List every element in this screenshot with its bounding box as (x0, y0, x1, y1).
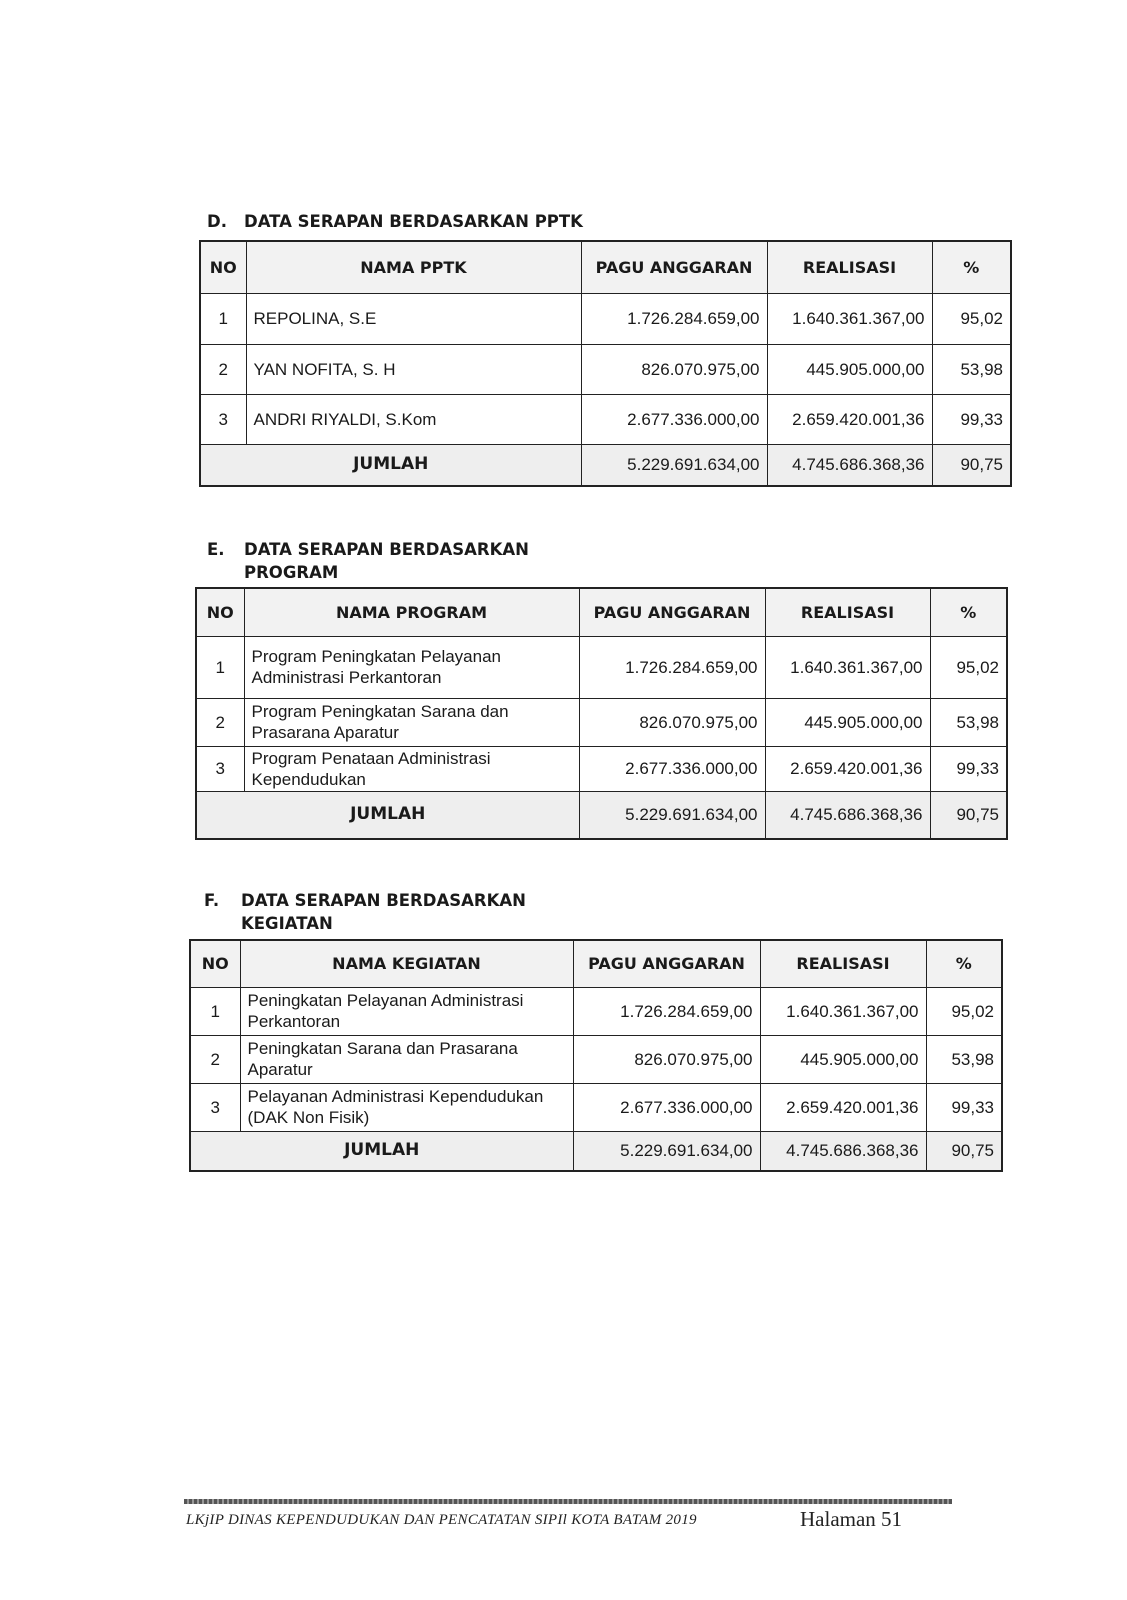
row-pagu: 826.070.975,00 (573, 1035, 760, 1083)
name-column-header: NAMA PPTK (246, 241, 581, 293)
row-number: 1 (196, 636, 244, 698)
row-number: 1 (190, 987, 240, 1035)
name-column-header: NAMA KEGIATAN (240, 940, 573, 987)
realisasi-column-header: REALISASI (767, 241, 932, 293)
row-name: REPOLINA, S.E (246, 293, 581, 344)
total-label: JUMLAH (190, 1131, 573, 1171)
row-name: Peningkatan Sarana dan Prasarana Aparatur (240, 1035, 573, 1083)
row-number: 2 (200, 344, 246, 394)
row-name: Program Penataan Administrasi Kependudukan (244, 746, 579, 791)
row-name: Program Peningkatan Sarana dan Prasarana Aparatur (244, 698, 579, 746)
row-realisasi: 445.905.000,00 (760, 1035, 926, 1083)
row-number: 2 (190, 1035, 240, 1083)
row-number: 3 (190, 1083, 240, 1131)
row-number: 3 (196, 746, 244, 791)
table-row (190, 987, 1002, 1035)
table-pptk (199, 240, 1012, 487)
row-pagu: 2.677.336.000,00 (579, 746, 765, 791)
row-percent: 99,33 (932, 394, 1011, 444)
row-realisasi: 445.905.000,00 (767, 344, 932, 394)
row-pagu: 2.677.336.000,00 (573, 1083, 760, 1131)
section-f-title: F. DATA SERAPAN BERDASARKAN KEGIATAN (204, 891, 526, 933)
table-row (196, 636, 1007, 698)
row-realisasi: 445.905.000,00 (765, 698, 930, 746)
table-row (196, 698, 1007, 746)
pagu-column-header: PAGU ANGGARAN (573, 940, 760, 987)
table-row (200, 344, 1011, 394)
section-e-title: E. DATA SERAPAN BERDASARKAN PROGRAM (207, 540, 529, 582)
table-row (200, 394, 1011, 444)
row-percent: 53,98 (932, 344, 1011, 394)
realisasi-column-header: REALISASI (765, 588, 930, 636)
percent-column-header: % (926, 940, 1002, 987)
page-number: Halaman 51 (800, 1507, 903, 1531)
table-kegiatan (189, 939, 1003, 1172)
no-column-header: NO (190, 940, 240, 987)
row-realisasi: 1.640.361.367,00 (767, 293, 932, 344)
total-row (190, 1131, 1002, 1171)
no-column-header: NO (200, 241, 246, 293)
row-number: 2 (196, 698, 244, 746)
row-pagu: 1.726.284.659,00 (579, 636, 765, 698)
total-row (196, 791, 1007, 839)
total-row (200, 444, 1011, 486)
row-realisasi: 2.659.420.001,36 (767, 394, 932, 444)
table-row (196, 746, 1007, 791)
row-pagu: 2.677.336.000,00 (581, 394, 767, 444)
row-percent: 99,33 (930, 746, 1007, 791)
total-label: JUMLAH (200, 444, 581, 486)
total-realisasi: 4.745.686.368,36 (765, 791, 930, 839)
row-percent: 95,02 (926, 987, 1002, 1035)
total-realisasi: 4.745.686.368,36 (767, 444, 932, 486)
table-program (195, 587, 1008, 840)
total-pagu: 5.229.691.634,00 (579, 791, 765, 839)
row-name: Program Peningkatan Pelayanan Administrasi Perkantoran (244, 636, 579, 698)
section-d-title: D. DATA SERAPAN BERDASARKAN PPTK (207, 212, 583, 231)
total-pagu: 5.229.691.634,00 (581, 444, 767, 486)
row-percent: 53,98 (930, 698, 1007, 746)
row-realisasi: 2.659.420.001,36 (765, 746, 930, 791)
footer-rule (184, 1499, 952, 1504)
table-row (190, 1035, 1002, 1083)
row-name: Pelayanan Administrasi Kependudukan (DAK Non Fisik) (240, 1083, 573, 1131)
pagu-column-header: PAGU ANGGARAN (579, 588, 765, 636)
row-number: 1 (200, 293, 246, 344)
row-realisasi: 1.640.361.367,00 (765, 636, 930, 698)
footer-document-title: LKjIP DINAS KEPENDUDUKAN DAN PENCATATAN SIPIl KOTA BATAM 2019 (186, 1512, 697, 1528)
row-pagu: 1.726.284.659,00 (581, 293, 767, 344)
row-percent: 95,02 (930, 636, 1007, 698)
row-name: Peningkatan Pelayanan Administrasi Perkantoran (240, 987, 573, 1035)
total-realisasi: 4.745.686.368,36 (760, 1131, 926, 1171)
total-label: JUMLAH (196, 791, 579, 839)
row-realisasi: 1.640.361.367,00 (760, 987, 926, 1035)
row-pagu: 826.070.975,00 (579, 698, 765, 746)
percent-column-header: % (930, 588, 1007, 636)
row-percent: 53,98 (926, 1035, 1002, 1083)
row-name: ANDRI RIYALDI, S.Kom (246, 394, 581, 444)
row-realisasi: 2.659.420.001,36 (760, 1083, 926, 1131)
total-percent: 90,75 (926, 1131, 1002, 1171)
no-column-header: NO (196, 588, 244, 636)
pagu-column-header: PAGU ANGGARAN (581, 241, 767, 293)
total-pagu: 5.229.691.634,00 (573, 1131, 760, 1171)
realisasi-column-header: REALISASI (760, 940, 926, 987)
row-pagu: 1.726.284.659,00 (573, 987, 760, 1035)
total-percent: 90,75 (932, 444, 1011, 486)
table-row (190, 1083, 1002, 1131)
table-row (200, 293, 1011, 344)
row-name: YAN NOFITA, S. H (246, 344, 581, 394)
total-percent: 90,75 (930, 791, 1007, 839)
percent-column-header: % (932, 241, 1011, 293)
row-percent: 95,02 (932, 293, 1011, 344)
name-column-header: NAMA PROGRAM (244, 588, 579, 636)
row-pagu: 826.070.975,00 (581, 344, 767, 394)
row-percent: 99,33 (926, 1083, 1002, 1131)
row-number: 3 (200, 394, 246, 444)
